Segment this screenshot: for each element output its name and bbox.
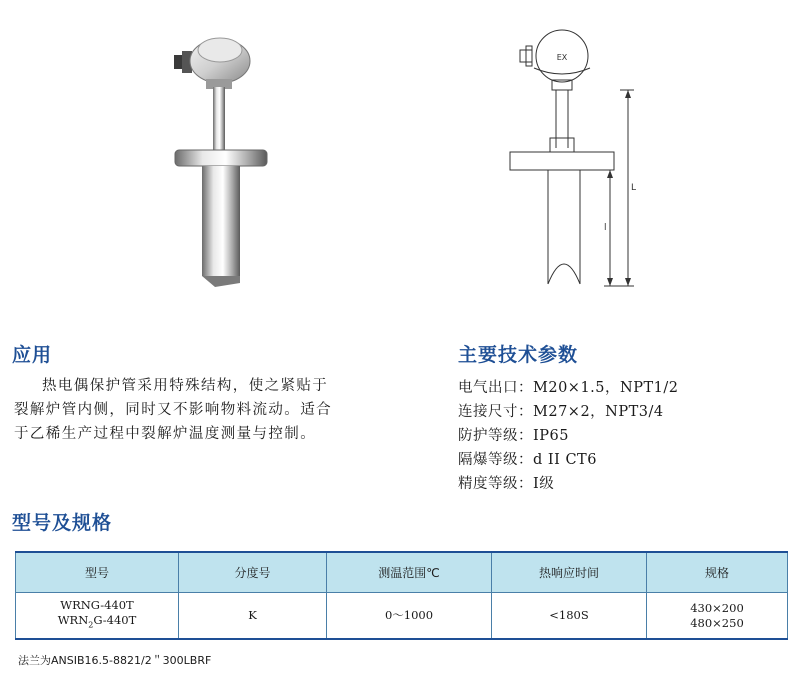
header-spec: 规格 [647,552,788,593]
drawing-flange [510,152,614,170]
tech-params-heading: 主要技术参数 [458,344,579,366]
tech-params-list [458,376,678,496]
header-model: 型号 [16,552,179,593]
technical-drawing [500,28,660,293]
spec-row: 精度等级：I级 [458,476,555,492]
flange [175,150,267,166]
header-range: 测温范围℃ [327,552,492,593]
spec-row: 防护等级：IP65 [458,428,569,444]
protection-tube [202,166,240,276]
application-line-2: 裂解炉管内侧，同时又不影响物料流动。适合 [14,402,332,418]
stem [213,87,225,151]
flange-note: 法兰为ANSIB16.5-8821/2＂300LBRF [18,654,212,667]
table-header-row [16,552,788,593]
header-graduation: 分度号 [179,552,327,593]
application-line-3: 于乙稀生产过程中裂解炉温度测量与控制。 [14,426,317,442]
spec-row: 连接尺寸：M27×2，NPT3/4 [458,404,664,420]
application-paragraph [14,374,384,446]
drawing-ex-mark: EX [556,53,568,62]
dimension-L-label: L [631,183,637,193]
spec-row: 电气出口：M20×1.5，NPT1/2 [458,380,679,396]
cell-spec: 430×200 480×250 [647,593,788,640]
models-heading: 型号及规格 [12,512,113,534]
application-heading: 应用 [12,344,53,366]
table-row [16,593,788,640]
cell-response: <180S [492,593,647,640]
spec-row: 隔爆等级：d II CT6 [458,452,597,468]
cell-range: 0～1000 [327,593,492,640]
models-table [15,551,788,640]
application-line-1: 热电偶保护管采用特殊结构，使之紧贴于 [42,378,329,394]
product-photo [160,25,280,295]
header-response: 热响应时间 [492,552,647,593]
cell-model: WRNG-440T $WRN_2G-440T$ [16,593,179,640]
dimension-l-label: l [604,223,607,233]
cell-graduation: K [179,593,327,640]
